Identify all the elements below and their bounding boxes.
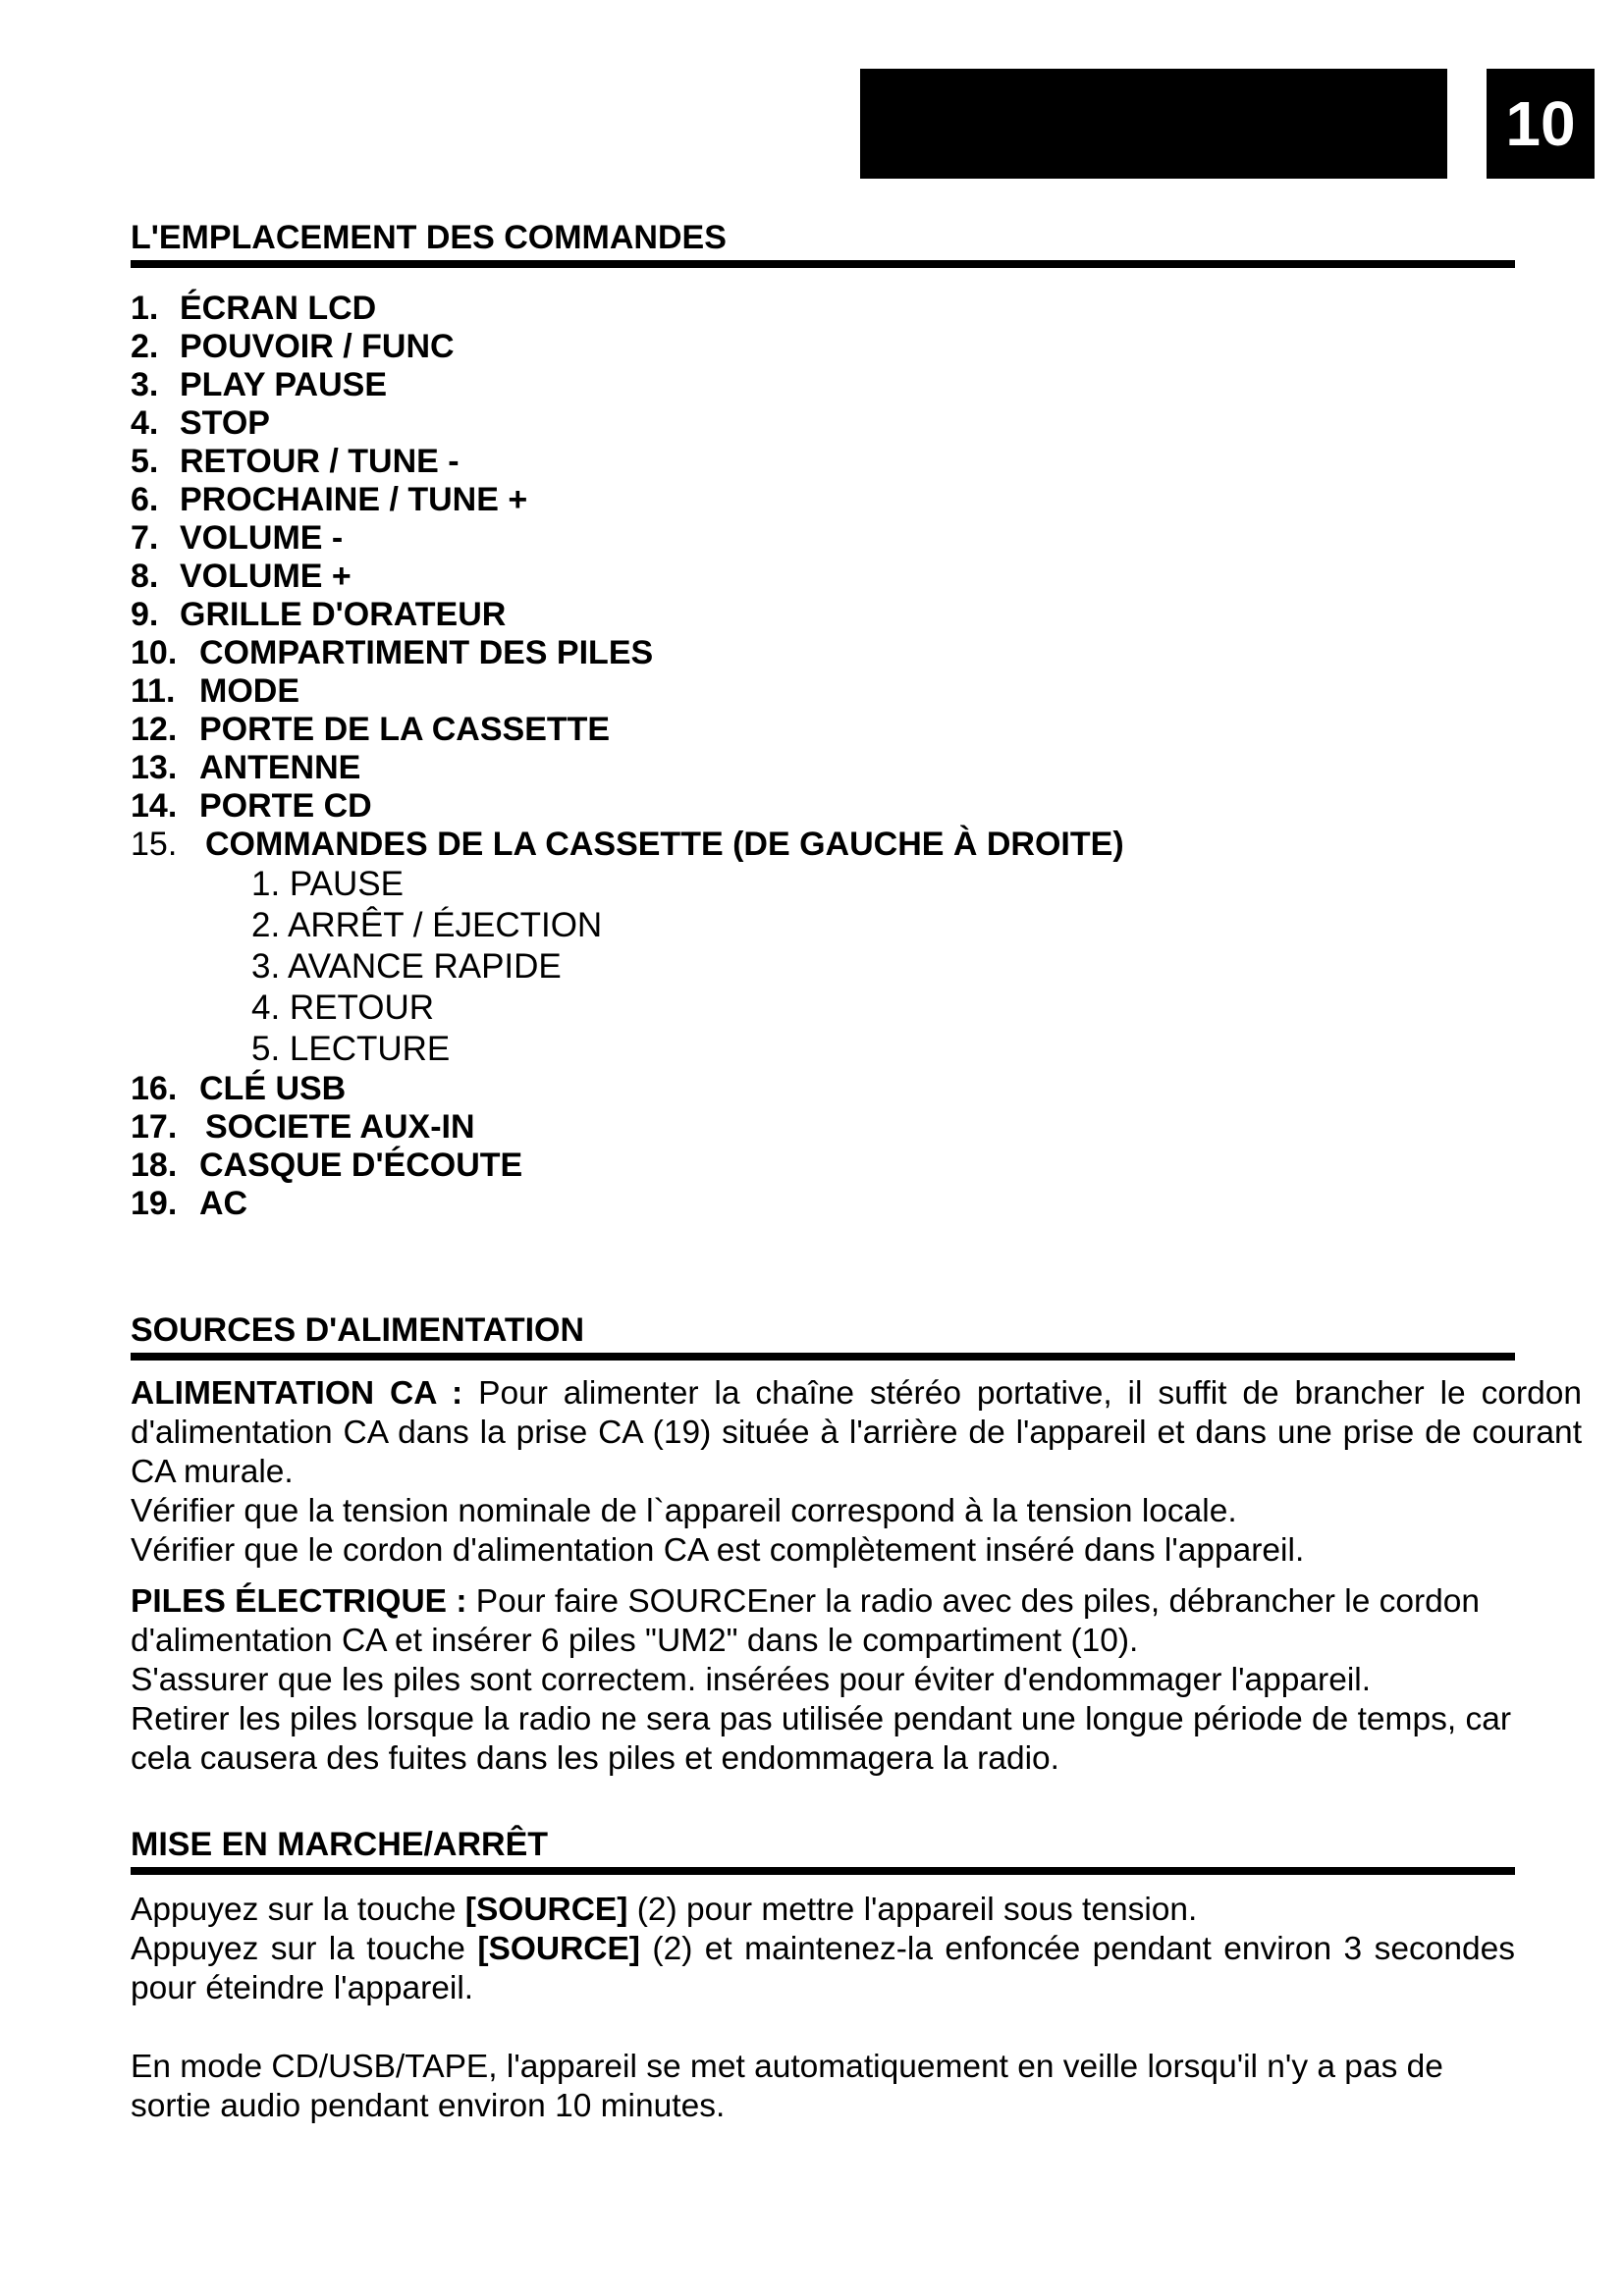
power-off-paragraph: Appuyez sur la touche [SOURCE] (2) et maintenez-la enfoncée pendant environ 3 secondes pour éteindre l'appareil. (131, 1931, 1515, 2006)
power-section (131, 1310, 1583, 1779)
onoff-title: MISE EN MARCHE/ARRÊT (131, 1826, 549, 1863)
source-key: [SOURCE] (464, 1892, 628, 1928)
list-item: 12. PORTE DE LA CASSETTE (131, 711, 611, 748)
list-item: 1. ÉCRAN LCD (131, 290, 377, 327)
power-on-paragraph: Appuyez sur la touche [SOURCE] (2) pour mettre l'appareil sous tension. (131, 1892, 1198, 1928)
power-title: SOURCES D'ALIMENTATION (131, 1311, 585, 1349)
onoff-section (131, 1825, 1515, 2126)
list-item: 6. PROCHAINE / TUNE + (131, 481, 528, 518)
sub-list-item: 1. PAUSE (251, 865, 404, 903)
list-item: 7. VOLUME - (131, 519, 344, 557)
cord-check-text: Vérifier que le cordon d'alimentation CA est complètement inséré dans l'appareil. (131, 1532, 1305, 1569)
source-key: [SOURCE] (477, 1931, 640, 1967)
list-item: 11. MODE (131, 672, 299, 710)
battery-label: PILES ÉLECTRIQUE : (131, 1583, 467, 1620)
cassette-sublist (131, 864, 1515, 1070)
list-item: 14. PORTE CD (131, 787, 372, 825)
page-number: 10 (1487, 69, 1595, 179)
battery-paragraph: PILES ÉLECTRIQUE : Pour faire SOURCEner la radio avec des piles, débrancher le cordon d'alimentation CA et insérer 6 piles "UM2" dans le compartiment (10). (131, 1583, 1481, 1659)
section-rule (131, 1353, 1515, 1361)
standby-paragraph: En mode CD/USB/TAPE, l'appareil se met automatiquement en veille lorsqu'il n'y a pas de sortie audio pendant environ 10 minutes. (131, 2049, 1443, 2124)
sub-list-item: 3. AVANCE RAPIDE (251, 947, 562, 986)
commands-title: L'EMPLACEMENT DES COMMANDES (131, 219, 727, 256)
list-item: 19. AC (131, 1185, 248, 1222)
sub-list-item: 2. ARRÊT / ÉJECTION (251, 906, 603, 944)
list-item: 18. CASQUE D'ÉCOUTE (131, 1147, 523, 1184)
commands-section (131, 218, 1515, 1223)
commands-list (131, 290, 1515, 1223)
list-item: 16. CLÉ USB (131, 1070, 347, 1107)
section-rule (131, 1867, 1515, 1875)
list-item: 13. ANTENNE (131, 749, 361, 786)
list-item: 15. COMMANDES DE LA CASSETTE (DE GAUCHE À DROITE) 1. PAUSE 2. ARRÊT / ÉJECTION 3. AVANCE RAPIDE 4. RETOUR 5. LECTURE (131, 826, 1515, 1070)
list-item: 9. GRILLE D'ORATEUR (131, 596, 507, 633)
voltage-check-text: Vérifier que la tension nominale de l`appareil correspond à la tension locale. (131, 1493, 1237, 1529)
list-item: 10. COMPARTIMENT DES PILES (131, 634, 654, 671)
sub-list-item: 4. RETOUR (251, 988, 435, 1027)
ac-paragraph: ALIMENTATION CA : Pour alimenter la chaîne stéréo portative, il suffit de brancher le cordon d'alimentation CA dans la prise CA (19) située à l'arrière de l'appareil et dans une prise de courant CA murale. (131, 1375, 1583, 1490)
list-item: 5. RETOUR / TUNE - (131, 443, 460, 480)
battery-insert-text: S'assurer que les piles sont correctem. insérées pour éviter d'endommager l'appareil. (131, 1662, 1372, 1698)
header-bar (860, 69, 1447, 179)
section-rule (131, 260, 1515, 268)
list-item: 8. VOLUME + (131, 558, 352, 595)
battery-remove-text: Retirer les piles lorsque la radio ne sera pas utilisée pendant une longue période de temps, car cela causera des fuites dans les piles et endommagera la radio. (131, 1701, 1511, 1777)
sub-list-item: 5. LECTURE (251, 1030, 451, 1068)
ac-label: ALIMENTATION CA : (131, 1375, 463, 1412)
list-item: 17. SOCIETE AUX-IN (131, 1108, 475, 1146)
list-item: 2. POUVOIR / FUNC (131, 328, 455, 365)
list-item: 3. PLAY PAUSE (131, 366, 388, 403)
list-item: 4. STOP (131, 404, 270, 442)
